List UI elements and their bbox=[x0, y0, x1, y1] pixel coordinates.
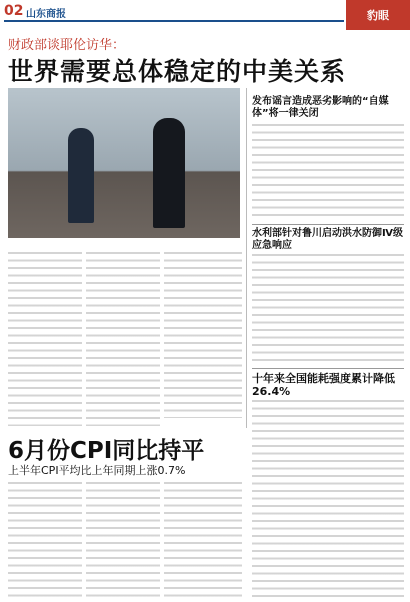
bottom-body-col2 bbox=[86, 482, 160, 598]
right-story1-body bbox=[252, 124, 404, 220]
lead-body-col3 bbox=[164, 252, 242, 418]
bottom-subheadline: 上半年CPI平均比上年同期上涨0.7% bbox=[8, 464, 186, 477]
right-story2-headline: 水利部针对鲁川启动洪水防御Ⅳ级应急响应 bbox=[252, 228, 403, 251]
right-separator-2 bbox=[252, 368, 404, 369]
right-separator-1 bbox=[252, 224, 404, 225]
right-story2-body bbox=[252, 254, 404, 364]
newspaper-name: 山东商报 bbox=[26, 9, 66, 20]
photo-figure-right bbox=[153, 118, 185, 228]
photo-figure-left bbox=[68, 128, 94, 223]
bottom-headline: 6月份CPI同比持平 bbox=[8, 438, 205, 464]
bottom-body-col3 bbox=[164, 482, 242, 598]
lead-body-col2 bbox=[86, 252, 160, 426]
column-divider bbox=[246, 88, 247, 428]
section-logo: 豹眼 bbox=[346, 0, 410, 30]
page-header bbox=[0, 0, 410, 30]
lead-body-col1 bbox=[8, 252, 82, 426]
page-number: 02 bbox=[4, 3, 24, 19]
right-story1-headline: 发布谣言造成恶劣影响的“自媒体”将一律关闭 bbox=[252, 96, 389, 119]
bottom-body-col1 bbox=[8, 482, 82, 598]
right-story3-headline: 十年来全国能耗强度累计降低26.4% bbox=[252, 372, 395, 399]
lead-kicker: 财政部谈耶伦访华： bbox=[8, 38, 126, 53]
lead-photo bbox=[8, 88, 240, 238]
right-story3-body bbox=[252, 400, 404, 598]
header-rule bbox=[4, 20, 344, 22]
lead-headline: 世界需要总体稳定的中美关系 bbox=[8, 57, 347, 86]
